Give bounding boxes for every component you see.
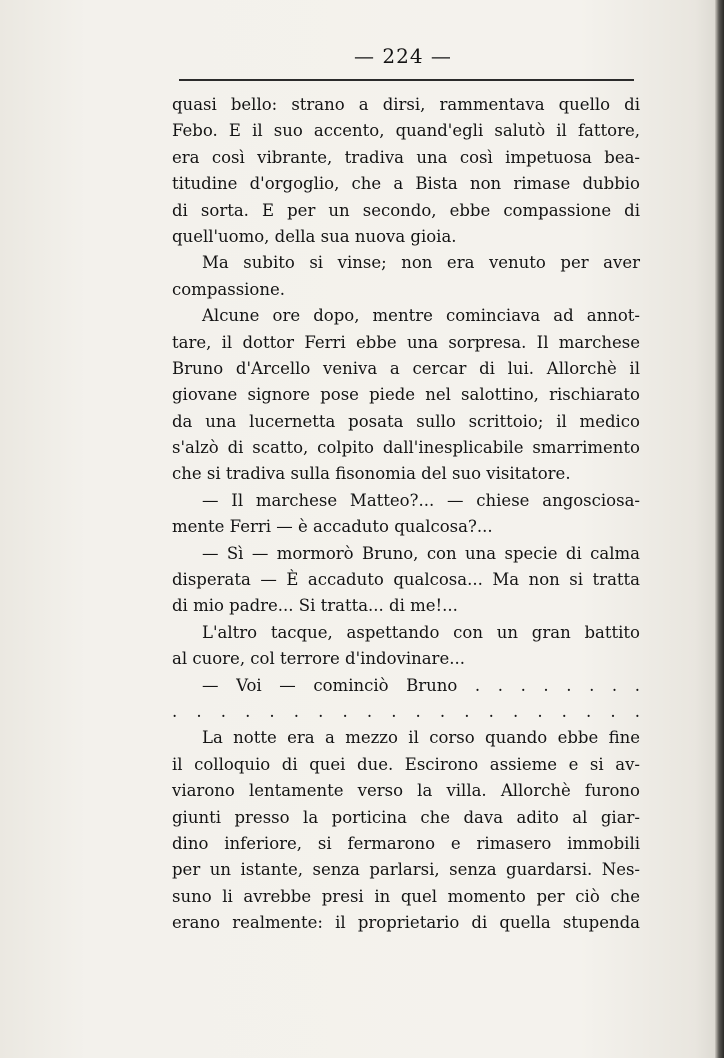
text-line: . . . . . . . . . . . . . . . . . . . .: [172, 701, 640, 721]
text-line: di sorta. E per un secondo, ebbe compassione di: [172, 200, 640, 220]
text-line: disperata — È accaduto qualcosa... Ma non si tratta: [172, 570, 640, 590]
text-line: Ma subito si vinse; non era venuto per aver: [202, 253, 640, 273]
text-line: viarono lentamente verso la villa. Allorchè furono: [172, 781, 640, 801]
header-rule: [179, 79, 634, 81]
text-line: tare, il dottor Ferri ebbe una sorpresa. Il marchese: [172, 332, 640, 352]
text-line: quasi bello: strano a dirsi, rammentava quello di: [172, 95, 640, 114]
text-line: di mio padre... Si tratta... di me!...: [172, 596, 458, 616]
text-line: compassione.: [172, 279, 286, 299]
text-line: il colloquio di quei due. Escirono assieme e si av-: [172, 754, 640, 774]
text-line: suno li avrebbe presi in quel momento per ciò che: [172, 886, 640, 906]
text-line: dino inferiore, si fermarono e rimasero immobili: [172, 833, 640, 853]
text-line: — Voi — cominciò Bruno . . . . . . . .: [202, 675, 640, 695]
text-line: era così vibrante, tradiva una così impetuosa bea-: [172, 147, 640, 167]
text-line: mente Ferri — è accaduto qualcosa?...: [172, 517, 493, 537]
text-line: Alcune ore dopo, mentre cominciava ad annot-: [202, 306, 640, 326]
text-line: Febo. E il suo accento, quand'egli salutò il fattore,: [172, 121, 640, 141]
text-line: al cuore, col terrore d'indovinare...: [172, 649, 465, 669]
text-line: L'altro tacque, aspettando con un gran battito: [202, 622, 640, 642]
text-line: — Il marchese Matteo?... — chiese angosciosa-: [202, 490, 640, 510]
text-line: giovane signore pose piede nel salottino, rischiarato: [172, 385, 640, 405]
book-spine-edge: [715, 0, 724, 1058]
text-line: da una lucernetta posata sullo scrittoio; il medico: [172, 411, 640, 431]
text-line: giunti presso la porticina che dava adito al giar-: [172, 807, 640, 827]
text-line: per un istante, senza parlarsi, senza guardarsi. Nes-: [172, 860, 640, 880]
text-line: erano realmente: il proprietario di quella stupenda: [172, 913, 640, 933]
body-text: [172, 92, 640, 937]
text-line: — Sì — mormorò Bruno, con una specie di calma: [202, 543, 640, 563]
page-number: — 224 —: [354, 44, 452, 68]
text-line: Bruno d'Arcello veniva a cercar di lui. Allorchè il: [172, 358, 640, 378]
text-line: s'alzò di scatto, colpito dall'inesplicabile smarrimento: [172, 438, 640, 458]
text-line: titudine d'orgoglio, che a Bista non rimase dubbio: [172, 174, 640, 194]
text-line: che si tradiva sulla fisonomia del suo visitatore.: [172, 464, 571, 484]
text-line: La notte era a mezzo il corso quando ebbe fine: [202, 728, 640, 748]
text-line: quell'uomo, della sua nuova gioia.: [172, 226, 457, 246]
